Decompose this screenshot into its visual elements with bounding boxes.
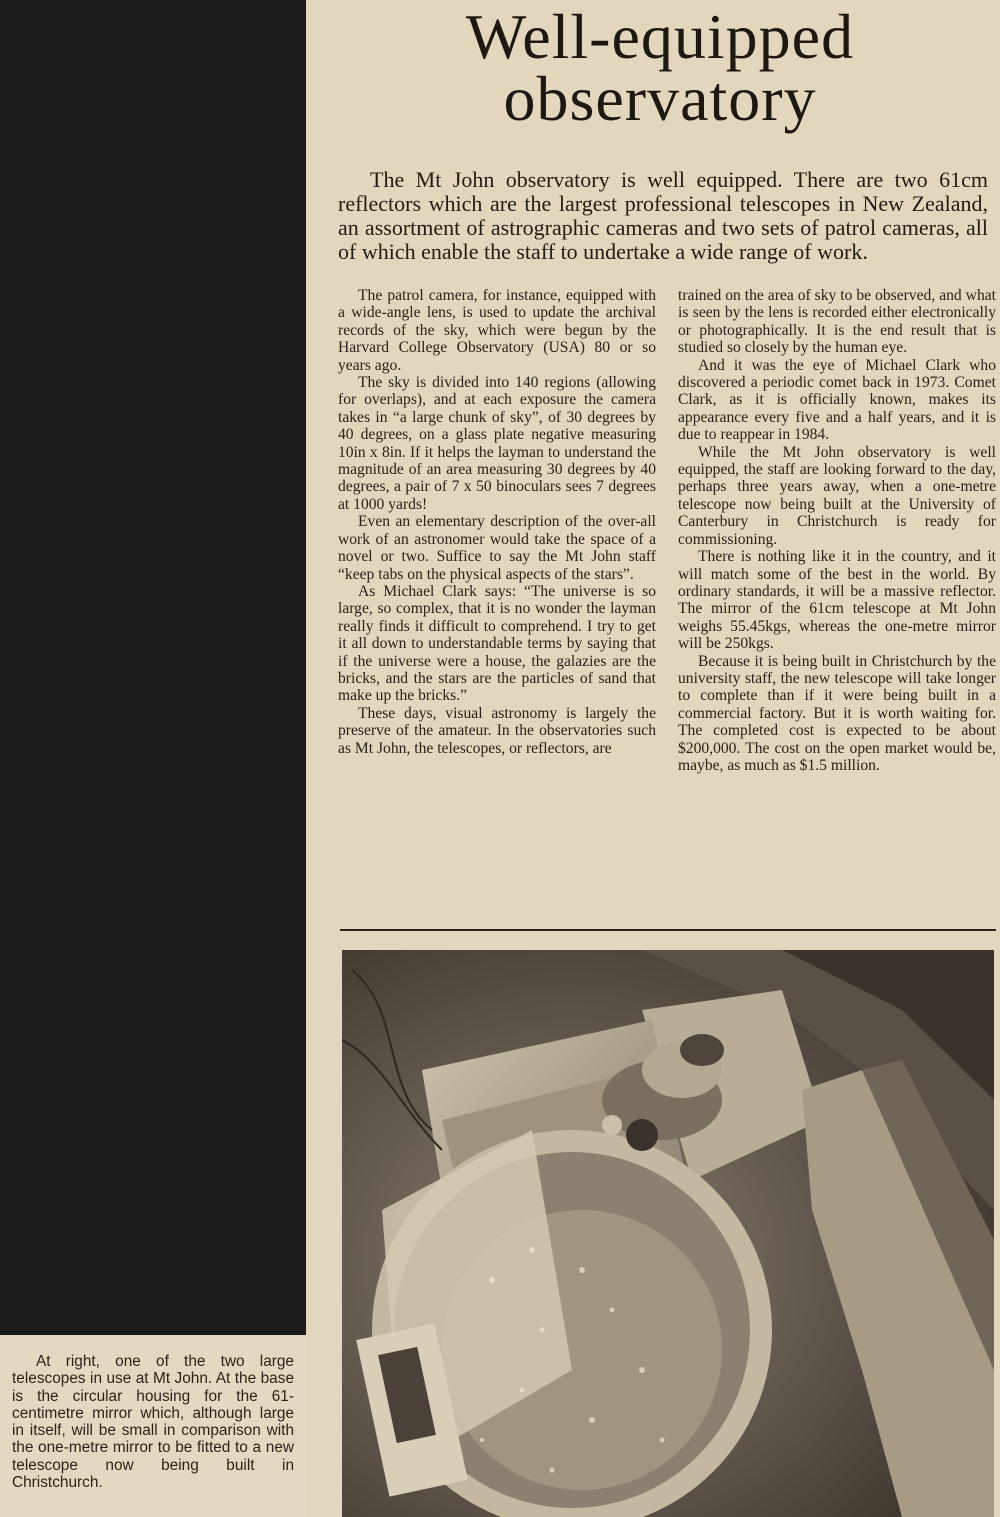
col1-paragraph-3: Even an elementary description of the over-all work of an astronomer would take the space of a novel or two. Suffice to say the Mt John staff “keep tabs on the physical aspects of the stars”. [338,513,656,583]
col2-paragraph-1: And it was the eye of Michael Clark who discovered a periodic comet back in 1973. Comet Clark, as it is officially known, makes its appearance every five and a half years, and it is due to reappear in 1984. [678,356,996,444]
body-column-1 [338,287,656,757]
col1-paragraph-2: The sky is divided into 140 regions (allowing for overlaps), and at each exposure the camera takes in “a large chunk of sky”, of 30 degrees by 40 degrees, on a glass plate negative measuring 10in x 8in. If it helps the layman to understand the magnitude of an area measuring 30 degrees by 40 degrees, a pair of 7 x 50 binoculars sees 7 degrees at 1000 yards! [338,374,656,513]
headline: Well-equipped observatory [465,1,855,134]
photo-caption [12,1353,294,1491]
dark-background [0,0,306,1335]
col1-paragraph-4: As Michael Clark says: “The universe is so large, so complex, that it is no wonder the layman really finds it difficult to comprehend. I try to get it all down to understandable terms by saying that if the universe were a house, the galazies are the bricks, and the stars are the particles of sand that make up the bricks.” [338,582,656,705]
col2-paragraph-2: While the Mt John observatory is well equipped, the staff are looking forward to the day, perhaps three years away, when a one-metre telescope now being built at the University of Canterbury in Christchurch is ready for commissioning. [678,443,996,548]
caption-text: At right, one of the two large telescopes in use at Mt John. At the base is the circular housing for the 61-centimetre mirror which, although large in itself, will be small in comparison with the one-metre mirror to be fitted to a new telescope now being built in Christchurch. [12,1353,294,1492]
intro-text: The Mt John observatory is well equipped. There are two 61cm reflectors which are the largest professional telescopes in New Zealand, an assortment of astrographic cameras and two sets of patrol cameras, all of which enable the staff to undertake a wide range of work. [338,167,988,264]
telescope-photo [342,950,994,1517]
telescope-photo-drawing [342,950,994,1517]
body-column-2 [678,287,996,774]
divider-rule [340,929,996,931]
intro-paragraph [338,168,988,264]
col2-paragraph-4: Because it is being built in Christchurch by the university staff, the new telescope will take longer to complete than if it were being built in a commercial factory. But it is worth waiting for. The completed cost is expected to be about $200,000. The cost on the open market would be, maybe, as much as $1.5 million. [678,652,996,774]
col1-paragraph-1: The patrol camera, for instance, equipped with a wide-angle lens, is used to update the archival records of the sky, which were begun by the Harvard College Observatory (USA) 80 or so years ago. [338,287,656,374]
col2-continuation: trained on the area of sky to be observed, and what is seen by the lens is recorded either electronically or photographically. It is the end result that is studied so closely by the human eye. [678,287,996,357]
col1-paragraph-5: These days, visual astronomy is largely the preserve of the amateur. In the observatories such as Mt John, the telescopes, or reflectors, are [338,704,656,757]
col2-paragraph-3: There is nothing like it in the country, and it will match some of the best in the world. By ordinary standards, it will be a massive reflector. The mirror of the 61cm telescope at Mt John weighs 55.45kgs, whereas the one-metre mirror will be 250kgs. [678,548,996,653]
